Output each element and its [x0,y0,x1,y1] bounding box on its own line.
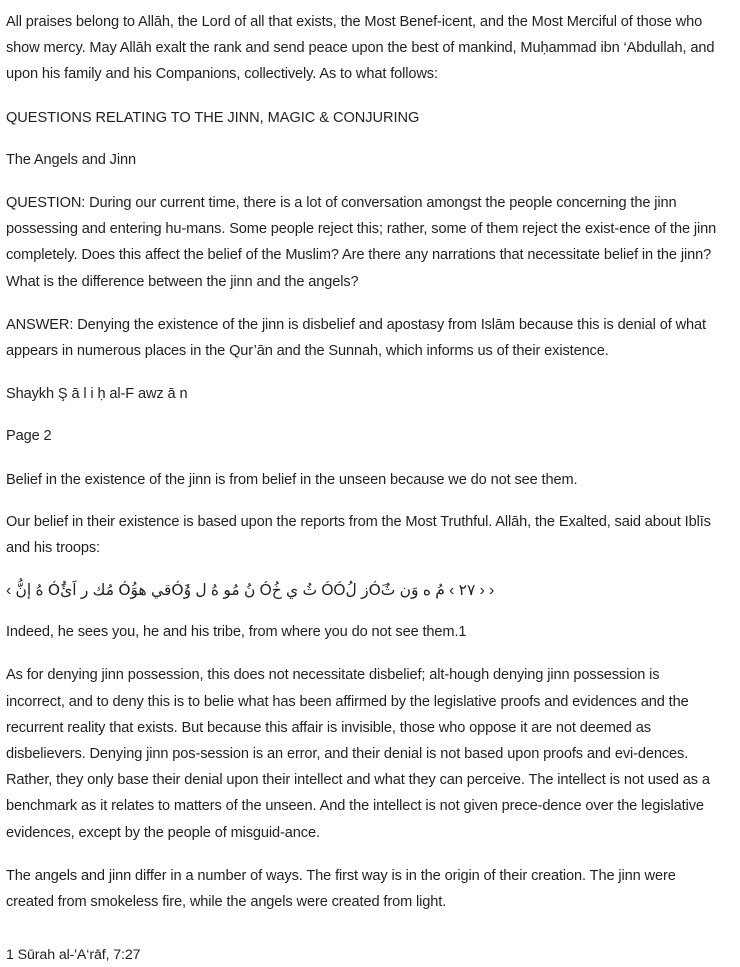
page-label: Page 2 [6,428,52,445]
quran-verse-arabic [6,577,722,605]
intro-paragraph: All praises belong to Allāh, the Lord of all that exists, the Most Benef-icent, and the Most Merciful of those who show mercy. May Allāh exalt the rank and send peace upon the best of mankind, Muḥammad ibn ‘Abdullah, and upon his family and his Companions, collectively. As to what follows: [6,14,719,83]
section-heading: QUESTIONS RELATING TO THE JINN, MAGIC & CONJURING [6,109,420,126]
belief-paragraph: Belief in the existence of the jinn is from belief in the unseen because we do not see them. [6,471,578,488]
author-attribution: Shaykh Ş ā l i ḥ al-F awz ā n [6,386,188,403]
question-paragraph: QUESTION: During our current time, there is a lot of conversation amongst the people concerning the jinn possessing and entering hu-mans. Some people reject this; rather, some of them reject the exist-ence of the jinn completely. Does this affect the belief of the Muslim? Are there any narrations that necessitate belief in the jinn? What is the difference between the jinn and the angels? [6,195,721,290]
answer-paragraph: ANSWER: Denying the existence of the jinn is disbelief and apostasy from Islām because this is denial of what appears in numerous places in the Qur’ān and the Sunnah, which informs us of their existence. [6,316,710,360]
subsection-heading: The Angels and Jinn [6,151,136,168]
footnote-spacer [6,931,722,943]
reports-paragraph: Our belief in their existence is based upon the reports from the Most Truthful. Allāh, the Exalted, said about Iblīs and his troops: [6,513,715,557]
difference-paragraph: The angels and jinn differ in a number of ways. The first way is in the origin of their creation. The jinn were created from smokeless fire, while the angels were created from light. [6,867,680,911]
quran-verse-text: ‹ ‹ ٢٧ › مُ ه وَن ثُÓَز لُÓÓ ثُ ي خُÓ نُ مُو هُ ل وُÓَقي هوَÓُ مُك ر اَئُÓَ هُ إنُّ › [6,582,495,600]
verse-translation: Indeed, he sees you, he and his tribe, from where you do not see them.1 [6,624,467,641]
footnote-reference: 1 Sūrah al-'A‘rāf, 7:27 [6,947,141,964]
denial-paragraph: As for denying jinn possession, this does not necessitate disbelief; alt-hough denying jinn possession is incorrect, and to deny this is to belie what has been affirmed by the legislative proofs and evidences and the recurrent reality that exists. But because this affair is invisible, those who oppose it are not deemed as disbelievers. Denying jinn pos-session is an error, and their denial is not based upon proofs and evi-dences. Rather, they only base their denial upon their intellect and what they can perceive. The intellect is not used as a benchmark as it relates to matters of the unseen. And the intellect is not given prece-dence over the legislative evidences, except by the people of misguid-ance. [6,667,714,841]
